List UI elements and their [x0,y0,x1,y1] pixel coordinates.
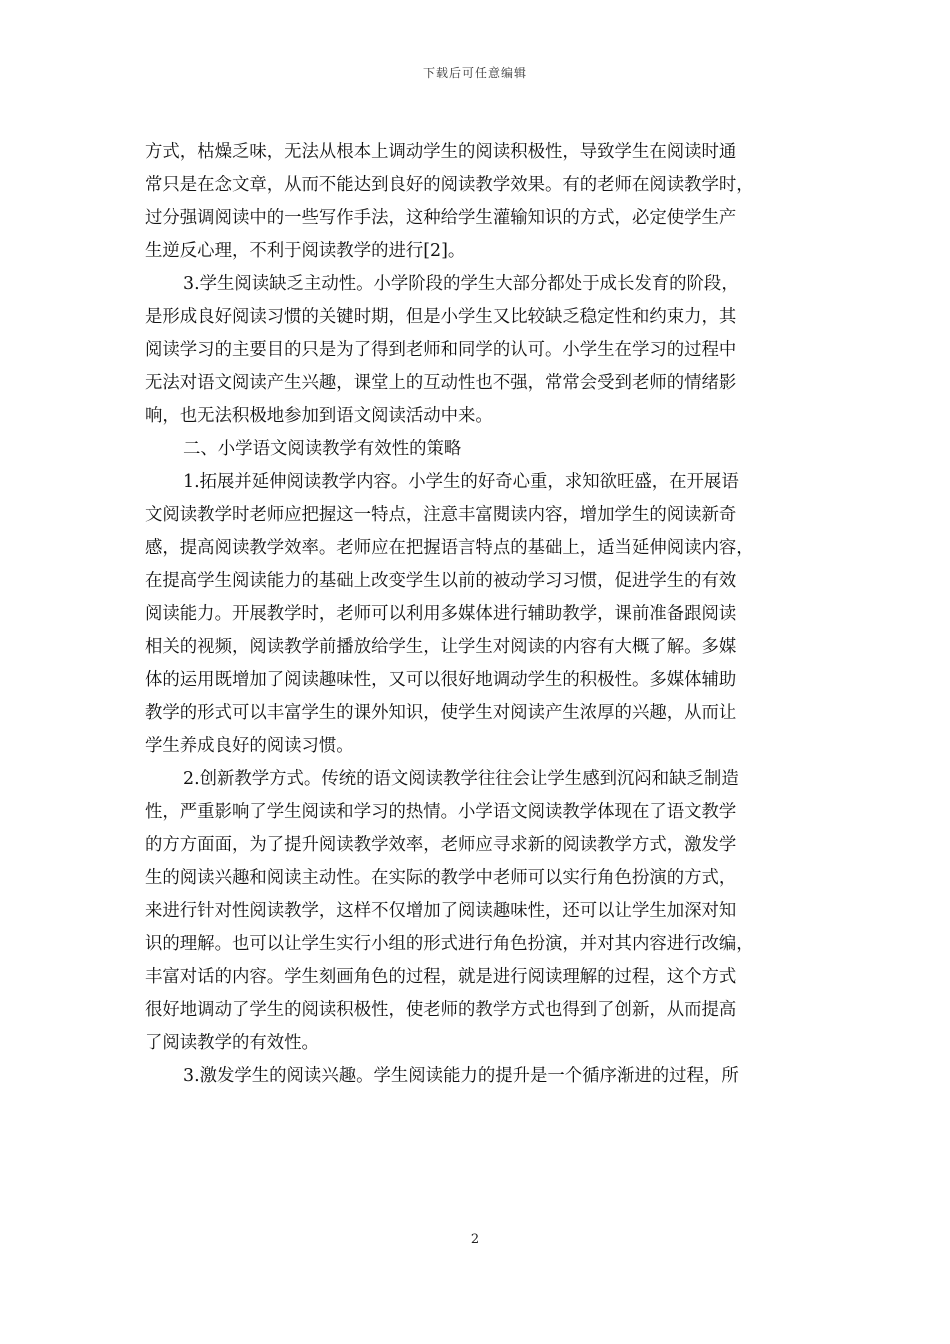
text-line: 教学的形式可以丰富学生的课外知识，使学生对阅读产生浓厚的兴趣，从而让 [145,703,737,723]
text-line: 阅读学习的主要目的只是为了得到老师和同学的认可。小学生在学习的过程中 [145,340,737,360]
text-line: 文阅读教学时老师应把握这一特点，注意丰富閱读内容，增加学生的阅读新奇 [145,505,737,525]
text-line: 常只是在念文章，从而不能达到良好的阅读教学效果。有的老师在阅读教学时， [145,175,754,195]
text-line: 体的运用既增加了阅读趣味性，又可以很好地调动学生的积极性。多媒体辅助 [145,670,737,690]
text-line: 相关的视频，阅读教学前播放给学生，让学生对阅读的内容有大概了解。多媒 [145,637,737,657]
document-body [145,136,807,1093]
text-line: 是形成良好阅读习惯的关键时期，但是小学生又比较缺乏稳定性和约束力，其 [145,307,737,327]
text-line: 2.创新教学方式。传统的语文阅读教学往往会让学生感到沉闷和缺乏制造 [183,769,739,789]
text-line: 过分强调阅读中的一些写作手法，这种给学生灌输知识的方式，必定使学生产 [145,208,737,228]
text-line: 感，提高阅读教学效率。老师应在把握语言特点的基础上，适当延伸阅读内容， [145,538,754,558]
text-line: 响，也无法积极地参加到语文阅读活动中来。 [145,406,493,426]
text-line: 无法对语文阅读产生兴趣，课堂上的互动性也不强，常常会受到老师的情绪影 [145,373,737,393]
text-line: 生逆反心理，不利于阅读教学的进行[2]。 [145,241,466,261]
text-line: 丰富对话的内容。学生刻画角色的过程，就是进行阅读理解的过程，这个方式 [145,967,737,987]
text-line: 学生养成良好的阅读习惯。 [145,736,354,756]
text-line: 性，严重影响了学生阅读和学习的热情。小学语文阅读教学体现在了语文教学 [145,802,737,822]
text-line: 3.学生阅读缺乏主动性。小学阶段的学生大部分都处于成长发育的阶段， [183,274,739,294]
text-line: 1.拓展并延伸阅读教学内容。小学生的好奇心重，求知欲旺盛，在开展语 [183,472,739,492]
page-number: 2 [470,1232,480,1247]
text-line: 二、小学语文阅读教学有效性的策略 [183,439,462,459]
text-line: 方式，枯燥乏味，无法从根本上调动学生的阅读积极性，导致学生在阅读时通 [145,142,737,162]
text-line: 识的理解。也可以让学生实行小组的形式进行角色扮演，并对其内容进行改编， [145,934,754,954]
text-line: 生的阅读兴趣和阅读主动性。在实际的教学中老师可以实行角色扮演的方式， [145,868,737,888]
text-line: 3.激发学生的阅读兴趣。学生阅读能力的提升是一个循序渐进的过程，所 [183,1066,739,1086]
text-line: 的方方面面，为了提升阅读教学效率，老师应寻求新的阅读教学方式，激发学 [145,835,737,855]
text-line: 在提高学生阅读能力的基础上改变学生以前的被动学习习惯，促进学生的有效 [145,571,737,591]
text-line: 很好地调动了学生的阅读积极性，使老师的教学方式也得到了创新，从而提高 [145,1000,737,1020]
text-line: 阅读能力。开展教学时，老师可以利用多媒体进行辅助教学，课前准备跟阅读 [145,604,737,624]
text-line: 来进行针对性阅读教学，这样不仅增加了阅读趣味性，还可以让学生加深对知 [145,901,737,921]
text-line: 了阅读教学的有效性。 [145,1033,319,1053]
page-header: 下载后可任意编辑 [422,66,527,80]
